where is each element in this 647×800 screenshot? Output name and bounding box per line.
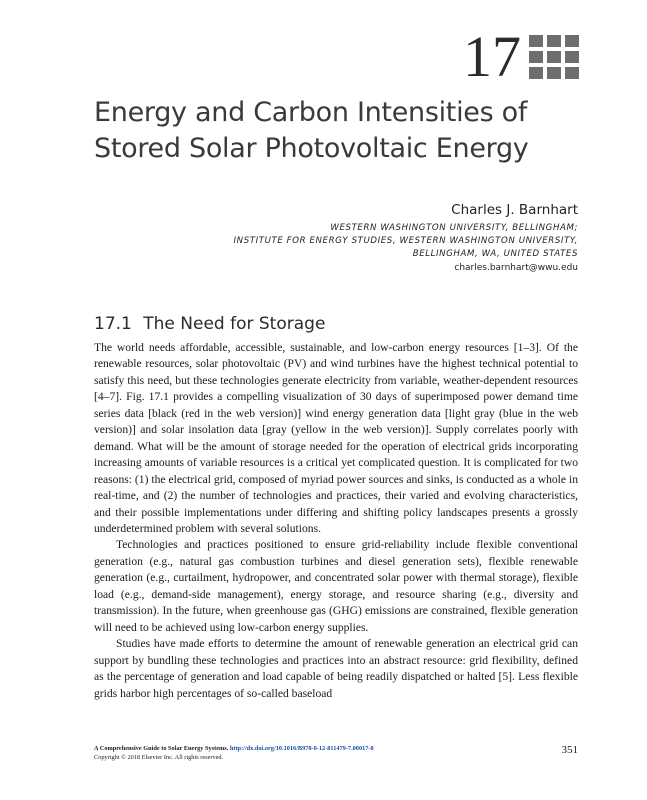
doi-link[interactable]: http://dx.doi.org/10.1016/B978-0-12-811479-7.00017-8: [229, 745, 374, 752]
copyright-notice: Copyright © 2018 Elsevier Inc. All rights reserved.: [94, 754, 224, 761]
author-name: Charles J. Barnhart: [451, 202, 578, 218]
chapter-title-line: Stored Solar Photovoltaic Energy: [94, 133, 529, 164]
section-title: The Need for Storage: [143, 314, 326, 334]
decoration-square: [529, 35, 543, 47]
affiliation-line: INSTITUTE FOR ENERGY STUDIES, WESTERN WASHINGTON UNIVERSITY,: [233, 236, 578, 247]
body-text: [94, 340, 578, 702]
page-number: 351: [561, 744, 578, 756]
author-affiliation: [234, 222, 578, 262]
section-heading: [94, 314, 325, 334]
decoration-square: [565, 67, 579, 79]
chapter-title: [94, 95, 594, 167]
author-email[interactable]: charles.barnhart@wwu.edu: [454, 263, 578, 273]
paragraph: Technologies and practices positioned to ensure grid-reliability include flexible conventional generation (e.g., natural gas combustion turbines and diesel generation sets), flexible renewable generation (e.g., curtailment, hydropower, and concentrated solar power with thermal storage), flexible load (e.g., demand-side management), energy storage, and resource sharing (e.g., diversity and transmission). In the future, when greenhouse gas (GHG) emissions are constrained, flexible generation will need to be achieved using low-carbon energy supplies.: [94, 538, 578, 634]
chapter-title-line: Energy and Carbon Intensities of: [94, 97, 528, 128]
affiliation-line: BELLINGHAM, WA, UNITED STATES: [412, 249, 578, 260]
decoration-square: [529, 67, 543, 79]
affiliation-line: WESTERN WASHINGTON UNIVERSITY, BELLINGHAM;: [330, 223, 578, 233]
decoration-square: [547, 35, 561, 47]
decoration-square: [565, 51, 579, 63]
chapter-number: 17: [463, 24, 521, 89]
page-footer: [94, 744, 374, 762]
decoration-square: [547, 67, 561, 79]
paragraph: Studies have made efforts to determine the amount of renewable generation an electrical grid can support by bundling these technologies and practices into an abstract resource: grid flexibility, defined as the percentage of generation and load capable of being readily dispatched or halted [5]. Less flexible grids harbor high percentages of so-called baseload: [94, 637, 578, 700]
decoration-square: [565, 35, 579, 47]
section-number: 17.1: [94, 314, 132, 334]
book-title: A Comprehensive Guide to Solar Energy Systems.: [94, 745, 229, 752]
decoration-square: [547, 51, 561, 63]
decoration-square: [529, 51, 543, 63]
paragraph: The world needs affordable, accessible, sustainable, and low-carbon energy resources [1–3]. Of the renewable resources, solar photovoltaic (PV) and wind turbines have the highest technical potential to satisfy this need, but these technologies generate electricity from variable, weather-dependent resources [4–7]. Fig. 17.1 provides a compelling visualization of 30 days of superimposed power demand time series data [black (red in the web version)] wind energy generation data [light gray (blue in the web version)] and solar insolation data [gray (yellow in the web version)]. Supply correlates poorly with demand. What will be the amount of storage needed for the operation of electrical grids incorporating increasing amounts of variable resources is a critical yet complicated question. It is complicated for two reasons: (1) the electrical grid, composed of myriad power sources and sinks, is conducted as a whole in real-time, and (2) the number of technologies and practices, their varied and evolving characteristics, and their possible implementations under differing and shifting policy landscapes presents a grossly underdetermined problem with several solutions.: [94, 341, 578, 535]
chapter-decoration-squares: [529, 35, 579, 79]
